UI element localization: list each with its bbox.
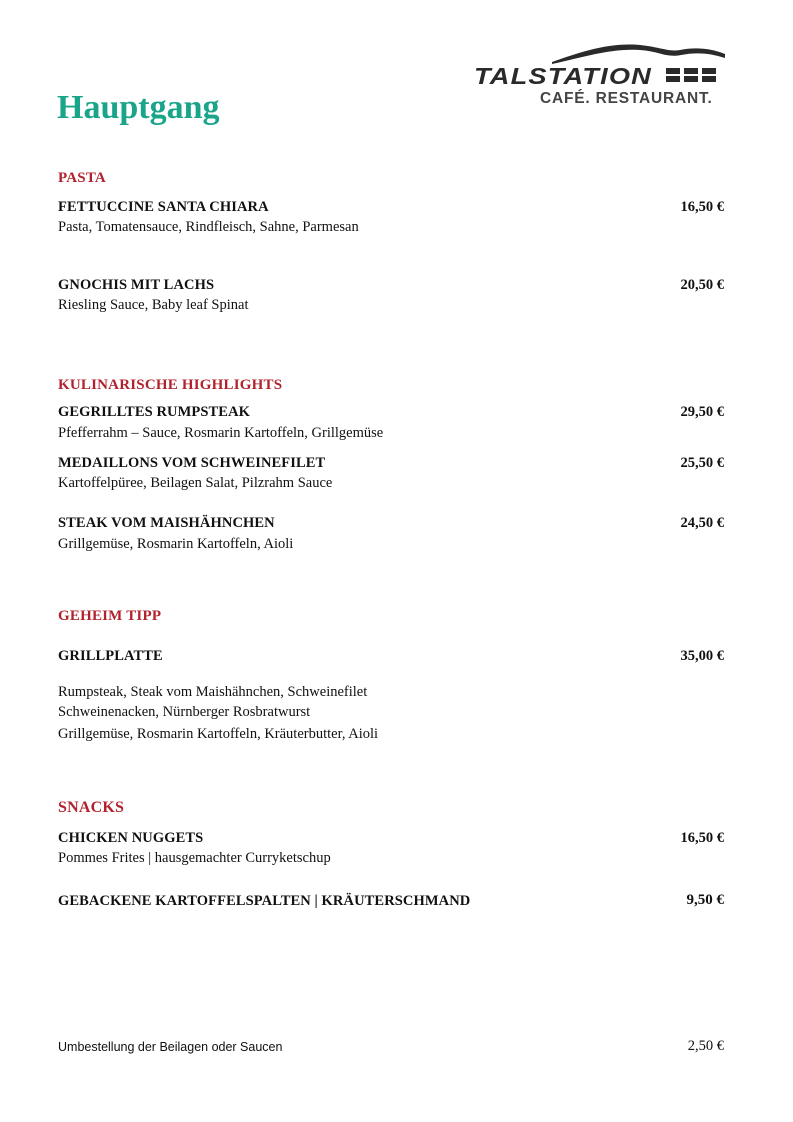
item-price: 35,00 €: [680, 648, 724, 664]
item-description: Rumpsteak, Steak vom Maishähnchen, Schweinefilet: [58, 684, 368, 700]
item-description: Pfefferrahm – Sauce, Rosmarin Kartoffeln, Grillgemüse: [58, 425, 384, 441]
section-title-pasta: PASTA: [58, 170, 106, 186]
restaurant-logo: [472, 40, 726, 110]
item-name: MEDAILLONS VOM SCHWEINEFILET: [58, 455, 326, 471]
footer-price: 2,50 €: [687, 1038, 724, 1054]
item-description: Riesling Sauce, Baby leaf Spinat: [58, 297, 249, 313]
mountain-roof-icon: [550, 40, 726, 64]
item-price: 24,50 €: [680, 515, 724, 531]
item-price: 9,50 €: [686, 892, 724, 908]
logo-tagline: CAFÉ. RESTAURANT.: [540, 90, 713, 107]
item-description: Pommes Frites | hausgemachter Curryketschup: [58, 850, 331, 866]
logo-wordmark: [472, 62, 726, 88]
item-name: GEBACKENE KARTOFFELSPALTEN | KRÄUTERSCHMAND: [58, 893, 471, 909]
item-description: Pasta, Tomatensauce, Rindfleisch, Sahne, Parmesan: [58, 219, 359, 235]
item-price: 25,50 €: [680, 455, 724, 471]
logo-wordmark-text: TALSTATION: [474, 63, 652, 88]
item-description: Kartoffelpüree, Beilagen Salat, Pilzrahm Sauce: [58, 475, 333, 491]
item-price: 16,50 €: [680, 830, 724, 846]
item-name: STEAK VOM MAISHÄHNCHEN: [58, 515, 275, 531]
item-price: 29,50 €: [680, 404, 724, 420]
item-name: GEGRILLTES RUMPSTEAK: [58, 404, 251, 420]
item-description: Grillgemüse, Rosmarin Kartoffeln, Aioli: [58, 536, 294, 552]
page-title: Hauptgang: [57, 89, 220, 126]
item-name: CHICKEN NUGGETS: [58, 830, 204, 846]
item-description: Grillgemüse, Rosmarin Kartoffeln, Kräuterbutter, Aioli: [58, 726, 379, 742]
item-name: GNOCHIS MIT LACHS: [58, 277, 215, 293]
item-price: 16,50 €: [680, 199, 724, 215]
section-title-geheim-tipp: GEHEIM TIPP: [58, 608, 162, 624]
section-title-highlights: KULINARISCHE HIGHLIGHTS: [58, 377, 283, 393]
item-name: GRILLPLATTE: [58, 648, 163, 664]
item-description: Schweinenacken, Nürnberger Rosbratwurst: [58, 704, 311, 720]
item-price: 20,50 €: [680, 277, 724, 293]
item-name: FETTUCCINE SANTA CHIARA: [58, 199, 269, 215]
section-title-snacks: SNACKS: [58, 799, 125, 816]
footer-note: Umbestellung der Beilagen oder Saucen: [58, 1040, 283, 1054]
